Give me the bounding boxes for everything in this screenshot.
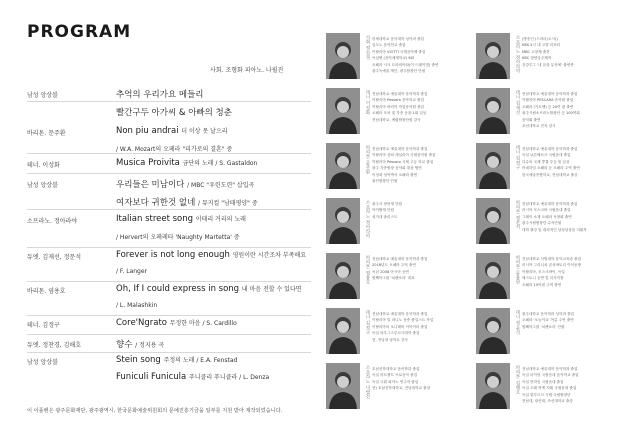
song-note: / L. Malashkin	[116, 302, 158, 309]
performer-photo	[476, 198, 510, 244]
song-title: Core'Ngrato	[116, 318, 167, 328]
row-divider	[27, 209, 311, 210]
performer-name: 바리톤 문용한	[515, 255, 520, 285]
bio-line: 이탈리아 Pessaro 국제 고등 학교 졸업	[372, 159, 434, 164]
song-title: 여자보다 귀한것 없네	[116, 198, 196, 208]
program-performer: 바리톤. 문주환	[27, 130, 66, 137]
bio-line: 독일 비르젠트 프로음악 졸업	[372, 373, 418, 378]
bio-line: 오페라 (카르멘) 등 20여 편 출연	[522, 104, 574, 109]
performer-bio-text	[522, 366, 622, 404]
performer-bio-text	[522, 36, 622, 68]
performer-bio-card	[326, 253, 474, 311]
bio-line: 러시아 그리니치 콘서바토리 이석동방	[522, 263, 581, 268]
host-line: 사회. 조형화 피아노. 나필진	[210, 67, 284, 74]
performer-bio-card	[476, 198, 624, 256]
bio-line: 전남대학교 예술대학 음악학과 졸업	[522, 147, 578, 151]
performer-name: 바리톤 문주환	[365, 145, 370, 175]
bio-line: KBS 5시 내 고향 리포터	[522, 43, 561, 48]
song-title: Forever is not long enough	[116, 250, 230, 260]
bio-line: 아네하임 오페라 등 오페라 주역 출연	[522, 166, 580, 171]
performer-photo	[326, 88, 360, 134]
bio-line: 전남대학교 예술대학 음악학과 졸업	[372, 312, 428, 316]
bio-line: 이성화 성악박사 오페라 출연	[372, 172, 418, 177]
performer-bio-card	[326, 308, 474, 366]
bio-line: 현, 전남대 남학로 강사	[372, 337, 408, 342]
bio-line: 독일 함부르크 시립 국립합창단	[522, 392, 571, 397]
bio-line: 이탈리아 상타 세실리아 국립음악원 졸업	[372, 153, 436, 158]
program-performer: 남성 앙상블	[27, 359, 58, 366]
performer-name: 사회 정찬경	[365, 35, 370, 60]
program-song	[116, 214, 246, 224]
program-performer: 소프라노. 정아라야	[27, 218, 78, 225]
bio-line: 전남대학교 예술대학 음악학과 졸업	[522, 202, 578, 206]
bio-line: 2018년도 오페라 주역 출연	[372, 263, 416, 268]
bio-line: 이탈리아 PESCARA 음악원 졸업	[522, 98, 574, 103]
song-composer: 금단의 노래 / S. Gastaldon	[182, 160, 258, 167]
bio-line: 이탈리아 VIOTTI 국제음악제 졸업	[372, 49, 426, 54]
bio-line: 러시아 모스크바 국립음대 졸업	[522, 208, 571, 213]
bio-line: 오페라 10여편 주역 출연	[522, 282, 562, 287]
program-song	[116, 250, 306, 260]
bio-line: 건강투그 '내 꿈을 무석에' 출연중	[522, 62, 574, 67]
page-title: PROGRAM	[27, 22, 132, 42]
performer-bio-card	[476, 253, 624, 311]
bio-line: 오페라 모차 및 각종 공을 1회 입상	[372, 111, 427, 116]
bio-line: 광주대학교 음악학과 성악과 졸업	[522, 312, 575, 316]
program-performer: 남성 앙상블	[27, 92, 58, 99]
bio-line: 독일 만하임 국립음대 졸업	[522, 379, 564, 384]
bio-line: 대학 출강 및 대외적인 남성앙상블 지휘자	[522, 227, 587, 232]
bio-line: 조선대학교 전자 강사	[522, 124, 556, 129]
song-title: Oh, If I could express in song	[116, 284, 240, 294]
performer-photo	[326, 143, 360, 189]
bio-line: 이탈리아 Pessaro 음악학교 졸업	[372, 98, 424, 103]
performer-bio-text	[372, 366, 472, 392]
performer-name: 바리톤 정문석	[515, 200, 520, 230]
program-performer: 남성 앙상블	[27, 182, 58, 189]
bio-line: 독일 뉘른베르크 국립음대 졸업	[522, 153, 571, 158]
program-performer: 듀엣. 정찬경, 김해호	[27, 342, 81, 349]
song-note: / W.A. Mozart의 오페라 "피가로의 결혼" 중	[116, 146, 233, 153]
bio-line: 합째아그룹 '치켄소리' 대표	[372, 276, 415, 281]
performer-name: 바리톤 염용호	[365, 255, 370, 285]
performer-photo	[326, 363, 360, 409]
bio-line: 성가대 솔리스트	[372, 214, 398, 219]
performer-bio-text	[372, 256, 472, 282]
performer-name: 소프라노 정아라야	[365, 200, 370, 239]
footer-note: 이 이플벤은 광주문화재단, 광주광역시, 한국문화예술위원회의 문예진흥기금을 일부를 지원 받아 제작되었습니다.	[27, 408, 283, 414]
performer-name: 테너 김정구	[515, 145, 520, 170]
bio-line: 음악회 출연	[522, 117, 541, 122]
bio-line: 일도노 음악학교 졸업	[372, 43, 406, 48]
row-divider	[27, 281, 311, 282]
performer-photo	[476, 253, 510, 299]
bio-line: 전남대학교 예술대학 음악학과 졸업	[522, 367, 578, 371]
performer-bio-text	[522, 201, 622, 233]
song-note: / Hervert의 오페레타 'Naughty Martetta' 중	[116, 234, 240, 241]
program-song	[116, 196, 258, 208]
performer-bio-text	[522, 311, 622, 330]
program-song	[116, 88, 204, 100]
bio-line: 광주시립합창단 수석단원	[522, 221, 562, 226]
program-song	[116, 106, 232, 118]
bio-line: 독일뮌 (음악예재학교) 6회	[372, 56, 415, 61]
performer-bio-card	[326, 198, 474, 256]
song-composer: / MBC "우린도련" 삽입곡	[187, 182, 255, 189]
bio-line: 에스토니 공연 및 리사이틀	[522, 276, 564, 281]
program-performer: 테너. 이성화	[27, 162, 60, 169]
song-composer: / 뮤지컬 "남태평양" 중	[198, 200, 258, 207]
performer-photo	[476, 33, 510, 79]
song-composer: 무정한 마음 / S. Cardillo	[169, 320, 237, 327]
song-title: Musica Proivita	[116, 158, 180, 168]
program-song	[116, 372, 269, 382]
performer-bio-card	[476, 143, 624, 201]
song-title: 우리들은 미남이다	[116, 180, 185, 190]
performer-bio-text	[522, 91, 622, 129]
bio-line: 전남대, 광산대, 조선대학교 출강	[522, 399, 573, 404]
bio-line: (방송인 (드라마/오시))	[522, 37, 558, 41]
bio-line: 한국예술종합학교, 전남대학교 출강	[522, 172, 578, 177]
performer-bio-card	[476, 88, 624, 146]
program-song	[116, 158, 257, 168]
program-performer: 바리톤. 염용호	[27, 288, 66, 295]
bio-line: 독일 파우그스부르크대학 졸업	[372, 331, 420, 336]
bio-line: 전남대학교 사범대학 음악교육과 졸업	[522, 257, 581, 261]
performer-bio-text	[372, 91, 472, 123]
program-performer: 듀엣. 김재선, 정문석	[27, 254, 81, 261]
bio-line: 독일 국뷔 피아노 연주자 졸업	[372, 379, 419, 384]
song-title: 빨간구두 아가씨 & 아빠의 청춘	[116, 108, 232, 118]
performer-bios	[326, 33, 626, 418]
bio-line: 이탈리아, 모스크바이, 독일	[522, 269, 565, 274]
performer-name: 바리톤 김해호	[515, 365, 520, 395]
bio-line: 전남대학교 예술대학 음악학과 졸업	[372, 92, 428, 96]
row-divider	[27, 247, 311, 248]
bio-line: 독일 마이엉 국립음대 음악학교 졸업	[522, 373, 579, 378]
song-title: Stein song	[116, 355, 161, 365]
performer-photo	[326, 308, 360, 354]
program-song	[116, 318, 237, 328]
song-composer: 푸니클리 푸니클라 / L. Denza	[188, 374, 270, 381]
performer-bio-card	[476, 308, 624, 366]
bio-line: 독년 2008 아시아 공연	[372, 269, 409, 274]
bio-line: 전남대학교 예술대학 음악학과 졸업	[372, 147, 428, 151]
performer-bio-card	[326, 143, 474, 201]
performer-name: 테너 이성화	[365, 90, 370, 115]
bio-line: 전남대학교 예술대학 음악학과 졸업	[522, 92, 578, 96]
performer-bio-card	[326, 363, 474, 421]
bio-line: 광주시립소프라노합창단 등 100여회	[522, 111, 580, 116]
performer-photo	[476, 308, 510, 354]
performer-bio-card	[476, 363, 624, 421]
song-title: Non piu andrai	[116, 126, 179, 136]
bio-line: 한세대학교 음악대학 성악과 졸업	[372, 37, 425, 41]
performer-bio-card	[326, 33, 474, 91]
performer-name: 테너 김재선	[515, 90, 520, 115]
performer-bio-text	[372, 201, 472, 220]
bio-line: 오페라 '오늘이요' 여름 주연 출연	[522, 318, 574, 323]
performer-name: 테너 정문석	[515, 310, 520, 335]
performer-bio-text	[372, 146, 472, 184]
performer-bio-card	[476, 33, 624, 91]
program-song	[116, 284, 302, 294]
bio-line: 다수의 국제 콩쿨 우승 및 입상	[522, 159, 570, 164]
song-composer: 내 마음 전할 수 있다면	[241, 286, 302, 293]
performer-bio-text	[522, 146, 622, 178]
row-divider	[27, 315, 311, 316]
bio-line: 광산합창단 단원	[372, 179, 398, 184]
bio-line: 그레이 소재 오페라 독창회 출연	[522, 214, 572, 219]
program-song	[116, 355, 237, 365]
song-title: 향수	[116, 340, 133, 350]
bio-line: 아이팝재 단원	[372, 208, 394, 213]
row-divider	[27, 352, 311, 353]
bio-line: 이탈리아의 오니테비 이아이티 졸업	[372, 324, 428, 329]
bio-line: 현) 호남신학대학교, 전남대학교 출강	[372, 386, 431, 391]
performer-photo	[326, 198, 360, 244]
bio-line: 호남신학대학교 음악학과 졸업	[372, 367, 420, 371]
song-composer: 영원이란 시간조차 부족해요	[232, 252, 307, 259]
bio-line: 이탈리아 밀 라니노 음중 졸업스트 작업	[372, 318, 434, 323]
row-divider	[27, 334, 311, 335]
performer-photo	[326, 33, 360, 79]
bio-line: KBC 영양공주제작	[522, 56, 552, 61]
song-composer: 이태리 거리의 노래	[195, 216, 246, 223]
bio-line: 이탈리아 바리아 작업음악원 졸업	[372, 104, 425, 109]
performer-bio-text	[522, 256, 622, 288]
performer-bio-text	[372, 36, 472, 74]
song-composer: 더 이상 못 날으리	[181, 128, 228, 135]
bio-line: 광주녹예술 재단, 광주합창단 단원	[372, 69, 426, 74]
bio-line: MBC 고향제 출전	[522, 49, 550, 54]
program-performer: 테너. 김정구	[27, 322, 60, 329]
performer-bio-card	[326, 88, 474, 146]
performer-name: 소프라노 정아라야	[515, 35, 520, 74]
performer-name: 테너 김정구	[365, 310, 370, 335]
song-composer: 주정의 노래 / E.A. Fenstad	[163, 357, 238, 364]
performer-name: 소프라노 나필진	[365, 365, 370, 399]
performer-bio-text	[372, 311, 472, 343]
song-title: Italian street song	[116, 214, 194, 224]
program-song	[116, 178, 254, 190]
song-composer: / 정지용 곡	[135, 342, 165, 349]
performer-photo	[326, 253, 360, 299]
bio-line: 합째아그룹 '치켄소리' 단원	[522, 324, 565, 329]
bio-line: 오페라 시크 트라비아타(이 드레이빗) 출연	[372, 62, 439, 67]
performer-photo	[476, 88, 510, 134]
row-divider	[27, 101, 311, 102]
song-note: / F. Langer	[116, 268, 148, 275]
bio-line: 광주사 장닷재 단원	[372, 202, 403, 206]
row-divider	[27, 173, 311, 174]
bio-line: 광주 각종합창 음악회 대상 협연	[372, 166, 422, 171]
program-song	[116, 126, 228, 136]
program-song	[116, 338, 164, 350]
bio-line: 전남대학교, 예림합창단원 강사	[372, 117, 421, 122]
row-divider	[27, 153, 311, 154]
song-title: Funiculi Funicula	[116, 372, 187, 382]
performer-photo	[476, 363, 510, 409]
performer-photo	[476, 143, 510, 189]
bio-line: 전남대학교 예술대학 음악학과 졸업	[372, 257, 428, 261]
bio-line: 독일 도레 아케 지휘 국립음대 졸업	[522, 386, 577, 391]
song-title: 추억의 우리가요 메들리	[116, 90, 204, 100]
